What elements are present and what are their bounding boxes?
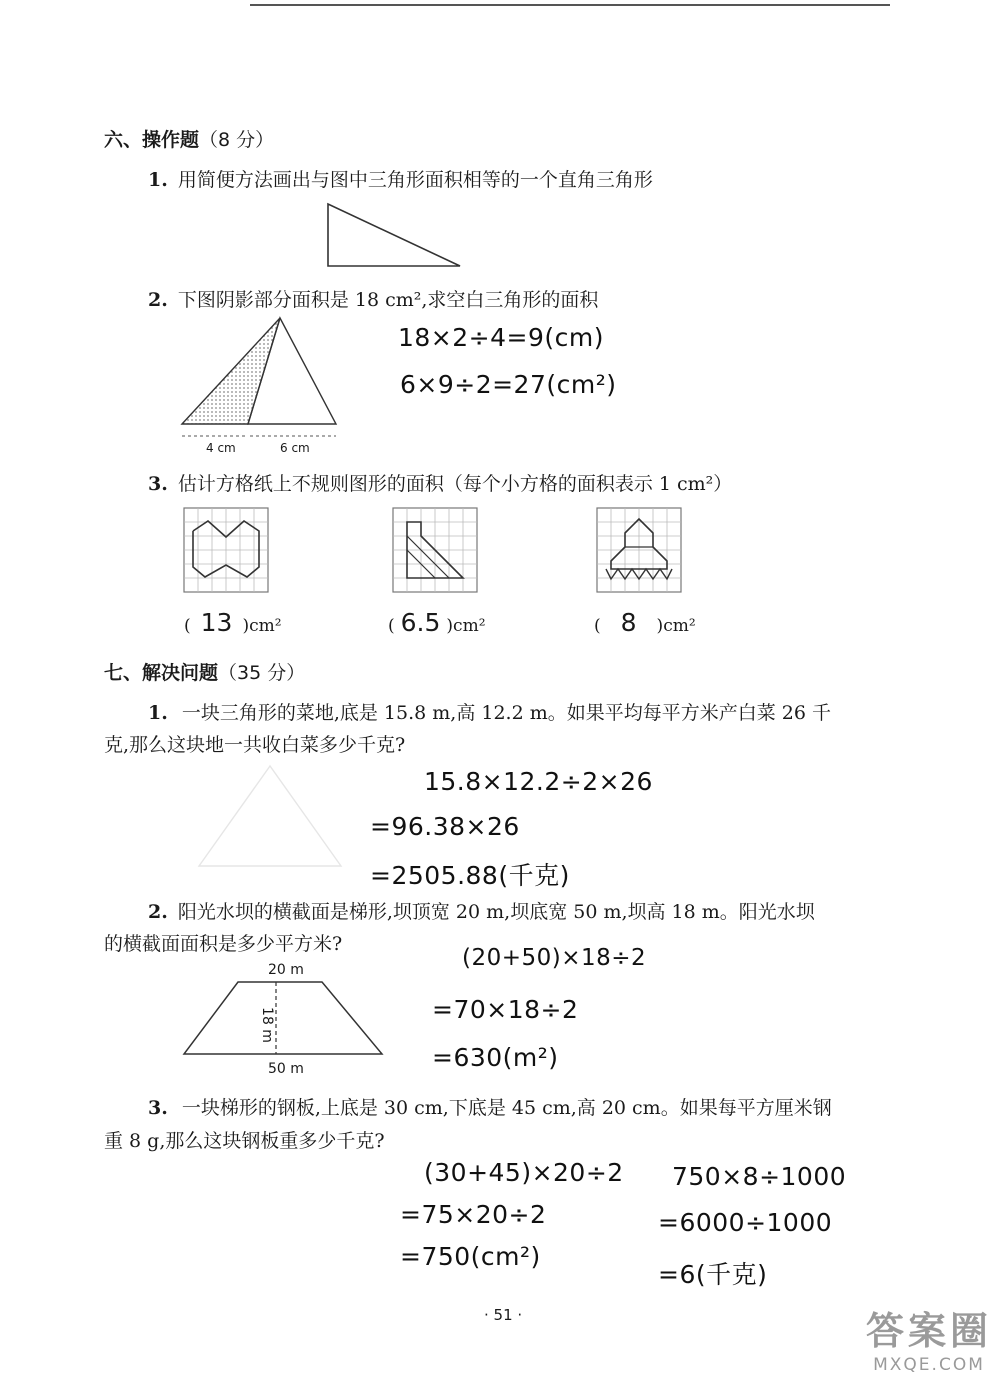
s7-q1-line2: 克,那么这块地一共收白菜多少千克? bbox=[104, 734, 406, 756]
s7-q1-num: 1. bbox=[148, 702, 168, 724]
s7-q3-answer-left-line1: (30+45)×20÷2 bbox=[424, 1158, 624, 1187]
s6-q3-num: 3. bbox=[148, 473, 168, 495]
section6-score: （8 分） bbox=[199, 129, 275, 151]
top-rule bbox=[250, 4, 890, 6]
s7-q3-answer-left-line2: =75×20÷2 bbox=[400, 1200, 547, 1229]
section7-title-text: 七、解决问题 bbox=[104, 662, 219, 684]
s7-q2-line1-text: 阳光水坝的横截面是梯形,坝顶宽 20 m,坝底宽 50 m,坝高 18 m。阳光水坝 bbox=[177, 901, 815, 923]
s7-q2-trapezoid bbox=[184, 982, 382, 1054]
s7-q3-line1-text: 一块梯形的钢板,上底是 30 cm,下底是 45 cm,高 20 cm。如果每平方厘米钢 bbox=[181, 1097, 832, 1119]
s6-q3-answer-2: ( 6.5 )cm² bbox=[388, 608, 486, 637]
s7-q2-answer-line2: =70×18÷2 bbox=[432, 995, 579, 1024]
s6-q1 bbox=[148, 165, 653, 192]
s7-q2-answer-line1: (20+50)×18÷2 bbox=[462, 945, 647, 971]
page-number: · 51 · bbox=[484, 1306, 523, 1324]
s6-q2-label-right: 6 cm bbox=[280, 441, 310, 455]
s6-q1-triangle-figure bbox=[318, 196, 468, 272]
s6-q1-triangle bbox=[328, 204, 460, 266]
s6-q3-answer-3: ( 8 )cm² bbox=[594, 608, 696, 637]
s6-q2-answer-line1: 18×2÷4=9(cm) bbox=[398, 323, 604, 352]
s6-q3-answer-2-value: 6.5 bbox=[400, 608, 441, 637]
s6-q3-grid-3 bbox=[596, 507, 682, 593]
s7-q3-num: 3. bbox=[148, 1097, 168, 1119]
s7-q1-answer-line3: =2505.88(千克) bbox=[370, 861, 570, 890]
s7-q3-answer-left-line3: =750(cm²) bbox=[400, 1242, 541, 1271]
s6-q3-answer-1-unit: cm² bbox=[249, 616, 282, 636]
s7-q3-answer-right-line1: 750×8÷1000 bbox=[672, 1162, 847, 1191]
section7-title bbox=[104, 658, 305, 685]
s7-q2-label-bottom: 50 m bbox=[268, 1061, 304, 1077]
s7-q2-label-top: 20 m bbox=[268, 962, 304, 978]
s6-q3-answer-2-unit: cm² bbox=[453, 616, 486, 636]
s6-q1-num: 1. bbox=[148, 169, 168, 191]
s7-q2-trapezoid-figure bbox=[180, 978, 386, 1060]
s6-q3-answer-3-value: 8 bbox=[620, 608, 637, 637]
s7-q2-line1 bbox=[148, 897, 815, 924]
watermark-url: MXQE.COM bbox=[873, 1355, 985, 1375]
s7-q2-line2: 的横截面面积是多少平方米? bbox=[104, 933, 343, 955]
s6-q1-text: 用简便方法画出与图中三角形面积相等的一个直角三角形 bbox=[177, 169, 653, 191]
s6-q2-num: 2. bbox=[148, 289, 168, 311]
s7-q1-faint-triangle bbox=[195, 762, 345, 872]
s6-q3-answer-1-value: 13 bbox=[200, 608, 233, 637]
s7-q2-answer-line3: =630(m²) bbox=[432, 1043, 559, 1072]
section7-score: （35 分） bbox=[218, 662, 306, 684]
s6-q3-answer-3-unit: cm² bbox=[663, 616, 696, 636]
s6-q2-text: 下图阴影部分面积是 18 cm²,求空白三角形的面积 bbox=[177, 289, 599, 311]
s7-q3-line2: 重 8 g,那么这块钢板重多少千克? bbox=[104, 1130, 385, 1152]
s7-q1-answer-line1: 15.8×12.2÷2×26 bbox=[424, 767, 653, 796]
watermark-logo-text: 答案圈 bbox=[865, 1309, 992, 1353]
s7-q2-label-height: 18 m bbox=[258, 1007, 275, 1043]
s6-q3 bbox=[148, 469, 732, 496]
s6-q2-answer-line2: 6×9÷2=27(cm²) bbox=[400, 370, 617, 399]
s7-q1-line1-text: 一块三角形的菜地,底是 15.8 m,高 12.2 m。如果平均每平方米产白菜 26 千 bbox=[181, 702, 831, 724]
s7-q3-answer-right-line3: =6(千克) bbox=[658, 1260, 768, 1289]
s6-q3-grid-1 bbox=[183, 507, 269, 593]
watermark bbox=[866, 1300, 992, 1375]
s6-q2-label-left: 4 cm bbox=[206, 441, 236, 455]
s6-q2-figure bbox=[178, 314, 343, 442]
s7-q3-line1 bbox=[148, 1093, 832, 1120]
s6-q3-answer-1: ( 13 )cm² bbox=[184, 608, 282, 637]
s6-q2 bbox=[148, 285, 598, 312]
s7-q1-line1 bbox=[148, 698, 831, 725]
section6-title bbox=[104, 125, 274, 152]
section6-title-text: 六、操作题 bbox=[104, 129, 200, 151]
s6-q2-shaded-triangle bbox=[182, 318, 280, 424]
s7-q3-answer-right-line2: =6000÷1000 bbox=[658, 1208, 833, 1237]
s6-q3-grid-2 bbox=[392, 507, 478, 593]
s7-q1-answer-line2: =96.38×26 bbox=[370, 812, 520, 841]
s7-q2-num: 2. bbox=[148, 901, 168, 923]
s6-q3-text: 估计方格纸上不规则图形的面积（每个小方格的面积表示 1 cm²） bbox=[177, 473, 733, 495]
